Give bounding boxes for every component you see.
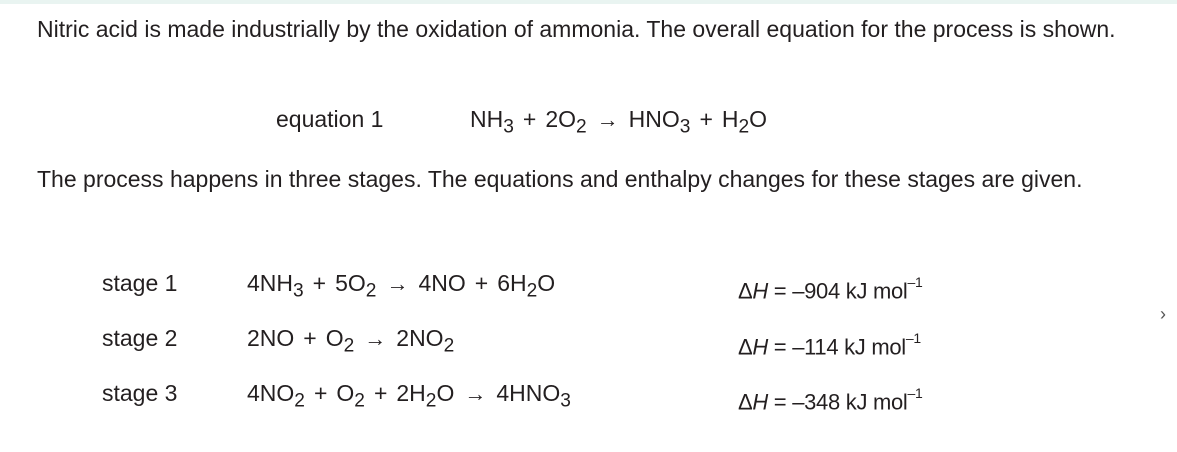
enthalpy-unit: kJ mol [838, 334, 906, 360]
enthalpy-unit: kJ mol [839, 389, 908, 415]
stage-2-label: stage 2 [102, 325, 178, 351]
stage-3-enthalpy [738, 381, 923, 417]
equation-1-label: equation 1 [276, 106, 384, 132]
enthalpy-unit-exponent: –1 [905, 330, 921, 346]
enthalpy-var: H [752, 334, 768, 360]
chevron-right-icon[interactable]: › [1160, 304, 1166, 324]
enthalpy-var: H [752, 389, 768, 415]
enthalpy-value: –348 [792, 389, 840, 415]
stage-2-equation: $2NO + O_2 \to 2NO_2$ [247, 325, 455, 357]
intro-paragraph: Nitric acid is made industrially by the oxidation of ammonia. The overall equation for the process is shown. [37, 16, 1116, 42]
delta-symbol: Δ [738, 334, 753, 360]
equation-1: $NH_3 + 2O_2 \to HNO_3 + H_2O$ [470, 106, 768, 138]
stage-3-equation: $4NO_2 + O_2 + 2H_2O \to 4HNO_3$ [247, 380, 571, 412]
delta-symbol: Δ [738, 278, 753, 304]
equals: = [768, 278, 793, 304]
enthalpy-value: –114 [792, 334, 839, 360]
stage-1-enthalpy [738, 270, 923, 306]
enthalpy-unit-exponent: –1 [907, 385, 923, 401]
enthalpy-unit: kJ mol [839, 278, 908, 304]
enthalpy-var: H [752, 278, 768, 304]
stages-paragraph: The process happens in three stages. The equations and enthalpy changes for these stages are given. [37, 166, 1083, 192]
stage-1-equation: $4NH_3 + 5O_2 \to 4NO + 6H_2O$ [247, 270, 556, 302]
enthalpy-value: –904 [792, 278, 840, 304]
stage-3-label: stage 3 [102, 380, 178, 406]
stage-1-label: stage 1 [102, 270, 178, 296]
equals: = [768, 334, 793, 360]
top-strip [0, 0, 1177, 4]
enthalpy-unit-exponent: –1 [907, 274, 923, 290]
equals: = [768, 389, 793, 415]
stage-2-enthalpy [738, 326, 921, 362]
delta-symbol: Δ [738, 389, 753, 415]
